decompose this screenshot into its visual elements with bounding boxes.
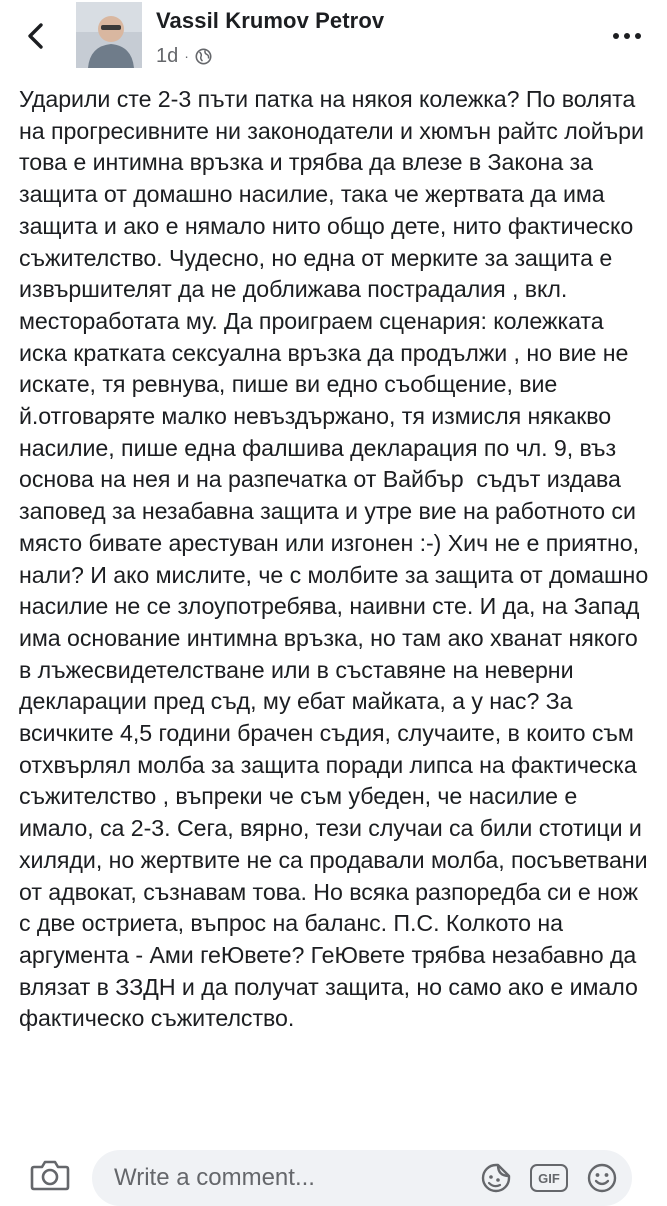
comment-tools: [480, 1160, 618, 1196]
back-arrow-icon: [25, 21, 47, 51]
post-time[interactable]: 1d: [156, 44, 179, 67]
author-name[interactable]: Vassil Krumov Petrov: [156, 8, 385, 33]
meta-separator: ·: [184, 48, 189, 64]
globe-icon: [195, 48, 212, 65]
comment-input[interactable]: [92, 1150, 632, 1206]
camera-icon: [30, 1157, 70, 1191]
post-text: Ударили сте 2-3 пъти патка на някоя колежка? По волята на прогресивните ни законодатели и хюмън райтс лойъри това е интимна връзка и трябва да влезе в Закона за защита от домашно насилие, така че жертвата да има защита и ако е нямало нито общо дете, нито фактическо съжителство. Чудесно, но една от мерките за защита е извършителят да не доближава пострадалия , вкл. месторaботата му. Да проиграем сценария: колежката иска кратката сексуална връзка да продължи , но вие не искате, тя ревнува, пише ви едно съобщение, вие й.отговаряте малко невъздържано, тя измисля някакво насилие, пише една фалшива декларация по чл. 9, въз основа на нея и на разпечатка от Вайбър съдът издава заповед за незабавна защита и утре вие на работното си място бивате арестуван или изгонен :-) Хич не е приятно, нали? И ако мислите, че с молбите за защита от домашно насилие не се злоупотребява, наивни сте. И да, на Запад има основание интимна връзка, но там ако хванат някого в лъжесвидетелстване или в съставяне на неверни декларации пред съд, му ебат майката, а у нас? За всичките 4,5 години брачен съдия, случаите, в които съм отхвърлял молба за защита поради липса на фактическа съжителство , въпреки че съм убеден, че насилие е имало, са 2-3. Сега, вярно, тези случаи са били стотици и хиляди, но жертвите не са продавали молба, посъветвани от адвокат, съзнавам това. Но всяка разпоредба си е нож с две остриета, въпрос на баланс. П.С. Колкото на аргумента - Ами геЮвете? ГеЮвете трябва незабавно да влязат в ЗЗДН и да получат защита, но само ако е имало фактическо съжителство.: [19, 86, 655, 1032]
sticker-icon: [480, 1162, 512, 1194]
more-options-button[interactable]: [609, 22, 645, 50]
gif-button[interactable]: [530, 1164, 568, 1192]
avatar[interactable]: [76, 2, 142, 68]
camera-button[interactable]: [28, 1154, 72, 1194]
emoji-icon: [586, 1162, 618, 1194]
back-button[interactable]: [18, 18, 54, 54]
comment-placeholder: Write a comment...: [114, 1164, 315, 1191]
post-meta: [156, 44, 212, 68]
sticker-button[interactable]: [480, 1162, 512, 1194]
emoji-button[interactable]: [586, 1162, 618, 1194]
more-options-icon: [612, 32, 642, 40]
gif-icon: GIF: [530, 1164, 568, 1192]
comment-composer: [0, 1136, 667, 1200]
post-header: [0, 0, 667, 86]
